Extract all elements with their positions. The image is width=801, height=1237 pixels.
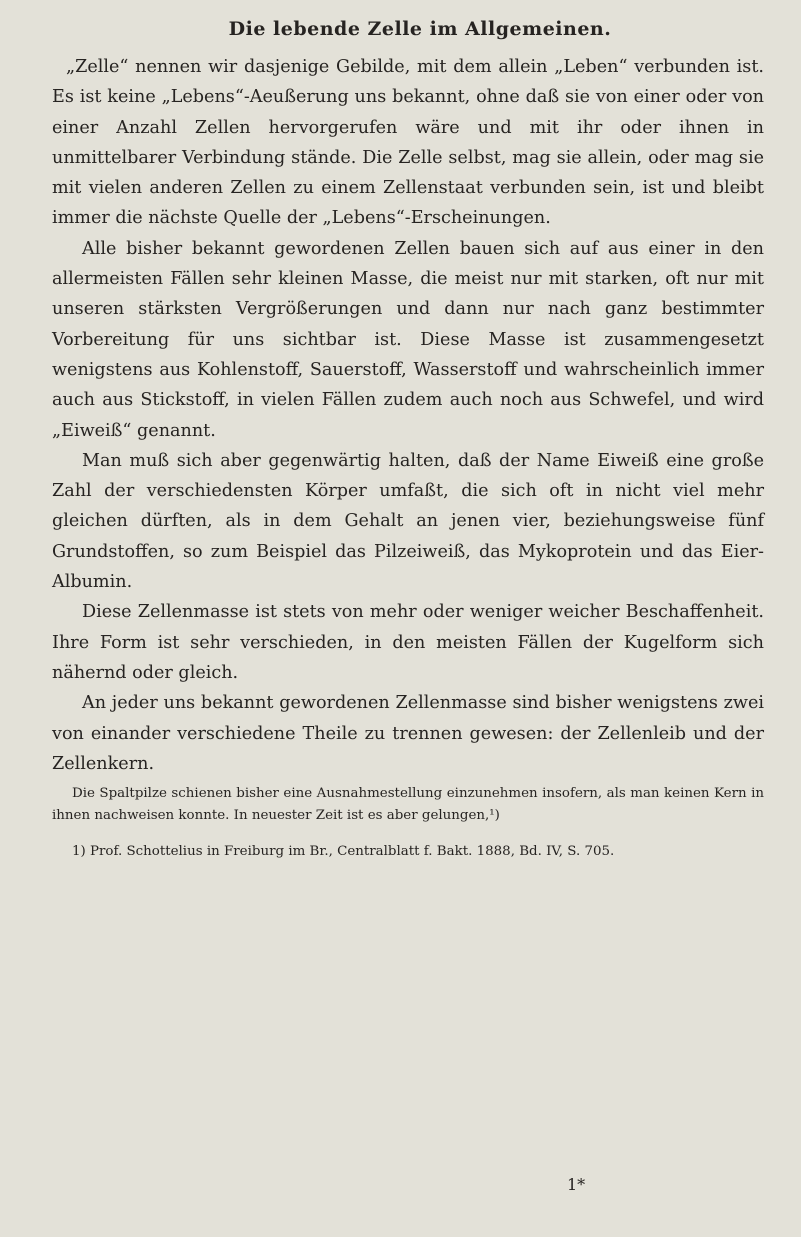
printer-signature: 1* <box>567 1175 586 1194</box>
paragraph-2: Alle bisher bekannt gewordenen Zellen bauen sich auf aus einer in den allermeisten Fällen sehr kleinen Masse, die meist nur mit starken, oft nur mit unseren stärksten Vergrößerungen und dann nur nach ganz bestimmter Vorbereitung für uns sichtbar ist. Diese Masse ist zusammengesetzt wenigstens aus Kohlenstoff, Sauerstoff, Wasserstoff und wahrscheinlich immer auch aus Stickstoff, in vielen Fällen zudem auch noch aus Schwefel, und wird „Eiweiß“ genannt. <box>52 238 764 441</box>
small-print-paragraph: Die Spaltpilze schienen bisher eine Ausnahmestellung einzunehmen insofern, als man keinen Kern in ihnen nachweisen konnte. In neuester Zeit ist es aber gelungen,¹) <box>52 786 764 824</box>
paragraph-5: An jeder uns bekannt gewordenen Zellenmasse sind bisher wenigstens zwei von einander verschiedene Theile zu trennen gewesen: der Zellenleib und der Zellenkern. <box>52 693 764 774</box>
paragraph-3: Man muß sich aber gegenwärtig halten, daß der Name Eiweiß eine große Zahl der verschiedensten Körper umfaßt, die sich oft in nicht viel mehr gleichen dürften, als in dem Gehalt an jenen vier, beziehungsweise fünf Grundstoffen, so zum Beispiel das Pilzeiweiß, das Mykoprotein und das Eier-Albumin. <box>52 450 764 593</box>
footnote: 1) Prof. Schottelius in Freiburg im Br., Centralblatt f. Bakt. 1888, Bd. IV, S. 705. <box>72 844 615 860</box>
text-column <box>52 18 764 876</box>
chapter-heading: Die lebende Zelle im Allgemeinen. <box>228 18 612 40</box>
paragraph-1: „Zelle“ nennen wir dasjenige Gebilde, mit dem allein „Leben“ verbunden ist. Es ist keine „Lebens“-Aeußerung uns bekannt, ohne daß sie von einer oder von einer Anzahl Zellen hervorgerufen wäre und mit ihr oder ihnen in unmittelbarer Verbindung stände. Die Zelle selbst, mag sie allein, oder mag sie mit vielen anderen Zellen zu einem Zellenstaat verbunden sein, ist und bleibt immer die nächste Quelle der „Lebens“-Erscheinungen. <box>52 57 764 229</box>
paragraph-4: Diese Zellenmasse ist stets von mehr oder weniger weicher Beschaffenheit. Ihre Form ist sehr verschieden, in den meisten Fällen der Kugelform sich nähernd oder gleich. <box>52 602 764 683</box>
